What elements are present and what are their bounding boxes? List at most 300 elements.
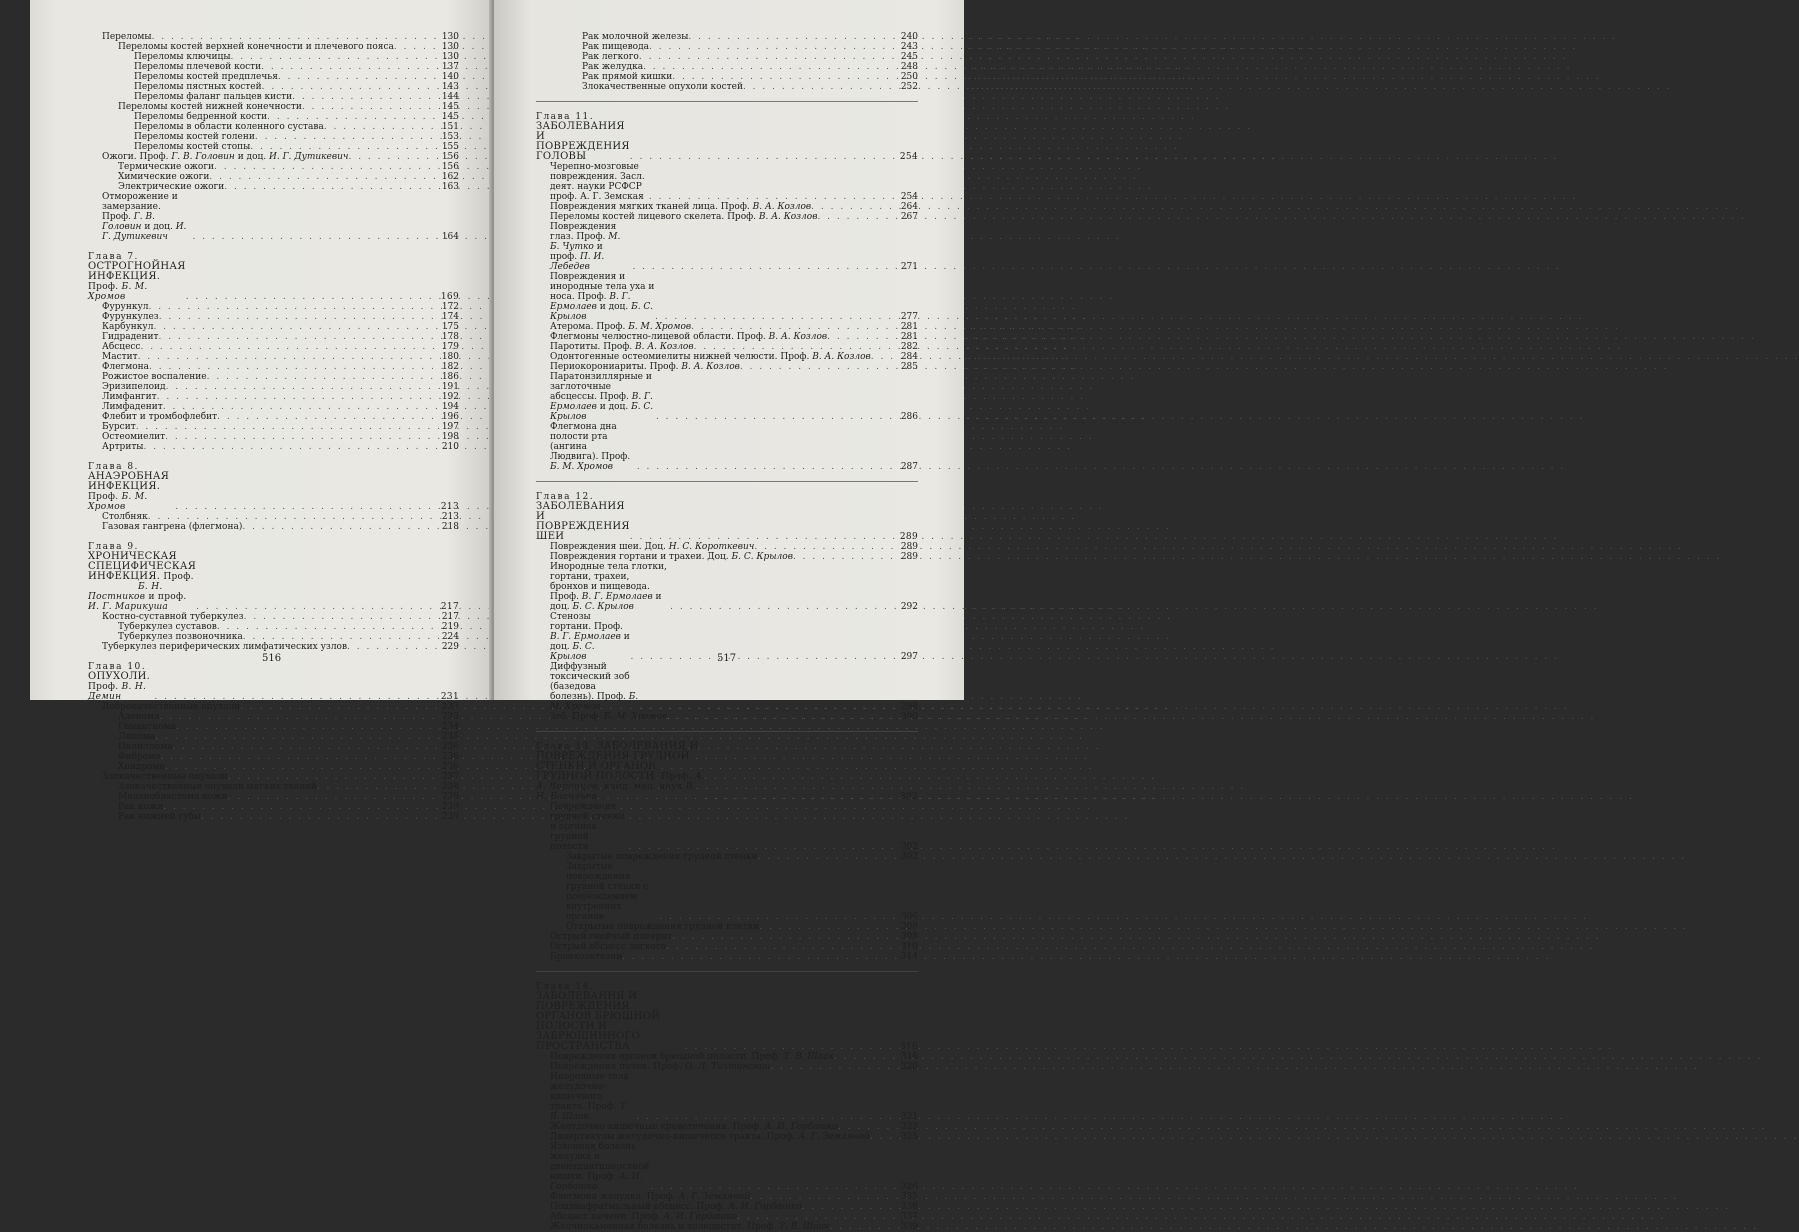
toc-entry[interactable] [88,432,459,442]
toc-page-number: 180 [441,352,459,362]
entry-text: Паротиты. Проф. [550,342,636,352]
toc-entry-title [102,32,152,42]
author-name: Б. М. Хромов [88,282,148,302]
toc-page-number: 156 [441,152,459,162]
toc-entry[interactable] [88,152,459,162]
toc-page-number: 218 [441,522,459,532]
dot-leader [630,152,892,162]
chapter-number: Глава 12. [536,492,595,502]
entry-text: Остеомиелит [102,432,166,442]
toc-entry[interactable] [88,512,459,522]
chapter-divider [536,731,918,732]
toc-page-number: 302 [900,842,918,852]
chapter-heading[interactable] [88,542,459,612]
dot-leader [175,502,433,512]
toc-entry-title [102,642,347,652]
toc-page-number: 155 [441,142,459,152]
author-name: Т. В. Шаак [783,1052,834,1062]
toc-entry[interactable] [536,1052,918,1062]
toc-page-number: 271 [900,262,918,272]
toc-page-number: 213 [440,502,459,512]
toc-entry-title [118,782,317,792]
toc-entry[interactable] [88,732,459,742]
dot-leader [317,782,433,792]
toc-entry[interactable] [536,552,918,562]
author-name: В. Г. Ермолаев [581,592,653,602]
toc-entry[interactable] [88,382,459,392]
toc-entry[interactable] [88,712,459,722]
entry-text: Проф. [658,772,695,782]
chapter-heading[interactable] [536,112,918,162]
author-name: Б. С. Крылов [731,552,793,562]
entry-text: Злокачественные опухоли [102,772,228,782]
chapter-title [536,492,630,542]
dot-leader [159,312,433,322]
dot-leader [155,732,433,742]
toc-entry-title [550,342,694,352]
toc-entry[interactable] [536,372,918,422]
toc-entry[interactable] [536,952,918,962]
left-page [30,0,493,822]
dot-leader [228,772,433,782]
dot-leader [811,202,892,212]
toc-page-number: 287 [900,462,918,472]
toc-entry[interactable] [88,612,459,622]
author-name: В. Н. Демин [88,682,147,702]
toc-entry-title [550,1202,802,1212]
dot-leader [149,362,433,372]
chapter-heading[interactable] [536,492,918,542]
toc-page-number: 239 [441,812,459,822]
toc-entry[interactable] [88,162,459,172]
entry-text: Доброкачественные опухоли [102,702,241,712]
toc-entry-title [102,432,165,442]
dot-leader [643,62,892,72]
toc-page-number: 162 [441,172,459,182]
toc-entry[interactable] [536,332,918,342]
entry-text: Проф. [88,682,122,692]
toc-entry[interactable] [88,622,459,632]
chapter-name: ЗАБОЛЕВАНИЯ И ПОВРЕЖДЕНИЯ ГОЛОВЫ [536,121,630,162]
author-name: Б. М. Хромов [550,462,613,472]
toc-page-number: 169 [440,292,459,302]
toc-entry[interactable] [536,862,918,922]
toc-page-number: 237 [441,772,459,782]
toc-entry[interactable] [536,352,918,362]
toc-entry[interactable] [536,342,918,352]
toc-entry[interactable] [88,812,459,822]
dot-leader [140,342,433,352]
toc-entry[interactable] [88,412,459,422]
toc-entry[interactable] [88,342,459,352]
toc-entry[interactable] [536,82,918,92]
entry-text: Рожистое воспаление [102,372,207,382]
toc-entry[interactable] [88,442,459,452]
toc-entry[interactable] [536,662,918,712]
toc-page-number: 175 [441,322,459,332]
toc-page-number: 298 [900,702,918,712]
toc-entry[interactable] [88,302,459,312]
toc-entry-title [102,702,240,712]
toc-page-number: 217 [441,612,459,622]
author-name: Г. В. Головин [102,212,155,232]
toc-entry[interactable] [88,62,459,72]
toc-entry-title [550,1212,737,1222]
toc-entry[interactable] [88,132,459,142]
entry-text: Флегмона [102,362,150,372]
toc-entry[interactable] [88,802,459,812]
entry-text: Туберкулез периферических лимфатических узлов [102,642,348,652]
toc-entry[interactable] [536,422,918,472]
entry-text: и доц. [596,302,632,312]
toc-entry[interactable] [536,1222,918,1232]
toc-page-number: 310 [900,942,918,952]
chapter-number: Глава 9. [88,542,139,552]
toc-page-number: 174 [441,312,459,322]
toc-page-number: 236 [441,752,459,762]
entry-text: Туберкулез суставов [118,622,217,632]
entry-text: Желчнокаменная болезнь и холецистит. Проф. [550,1222,779,1232]
dot-leader [160,752,433,762]
toc-page-number: 323 [900,1122,918,1132]
toc-entry-title [550,352,871,362]
toc-entry[interactable] [536,322,918,332]
author-name: В. Н. Васильев [536,782,696,802]
toc-entry-title [550,1222,829,1232]
entry-text: Переломы в области коленного сустава [134,122,324,132]
toc-page-number: 236 [441,762,459,772]
toc-entry[interactable] [88,402,459,412]
entry-text: Инородные тела желудочно-кишечного тракта. Проф. [550,1072,629,1112]
entry-text: Ожоги. Проф. [102,152,172,162]
entry-text: Открытые повреждения грудной клетки [566,922,760,932]
chapter-heading[interactable] [88,662,459,702]
dot-leader [348,152,433,162]
chapter-title [88,542,196,612]
toc-entry-title [134,72,278,82]
toc-entry[interactable] [88,52,459,62]
chapter-heading[interactable] [88,462,459,512]
entry-text: Лимфаденит [102,402,163,412]
toc-entry[interactable] [536,542,918,552]
entry-text: Костно-суставной туберкулез [102,612,244,622]
dot-leader [163,402,433,412]
author-name: Б. М. Хромов [550,692,639,712]
toc-entry-title [102,342,140,352]
toc-entry[interactable] [536,922,918,932]
author-name: В. А. Козлов [812,352,871,362]
dot-leader [243,632,433,642]
toc-entry-title [118,172,209,182]
entry-text: Туберкулез позвоночника [118,632,243,642]
toc-entry[interactable] [88,362,459,372]
toc-entry[interactable] [536,272,918,322]
dot-leader [267,112,433,122]
toc-entry[interactable] [536,202,918,212]
entry-text: Повреждения почек. Проф. [550,1062,685,1072]
toc-page-number: 308 [900,932,918,942]
toc-page-number: 250 [900,72,918,82]
toc-entry[interactable] [88,782,459,792]
chapter-name: ОСТРОГНОЙНАЯ ИНФЕКЦИЯ. [88,261,186,282]
toc-entry[interactable] [536,1122,918,1132]
entry-text: Фиброма [118,752,161,762]
entry-text: Абсцесс [102,342,141,352]
toc-entry[interactable] [536,1202,918,1212]
toc-page-number: 235 [441,732,459,742]
toc-entry-title [550,362,740,372]
toc-entry[interactable] [88,32,459,42]
toc-entry[interactable] [88,312,459,322]
toc-entry[interactable] [88,122,459,132]
toc-entry-title [550,552,793,562]
toc-page-number: 281 [900,322,918,332]
toc-entry-title [134,132,255,142]
toc-page-number: 245 [900,52,918,62]
chapter-divider [536,101,918,102]
toc-page-number: 182 [441,362,459,372]
dot-leader [143,442,433,452]
toc-entry[interactable] [88,192,459,242]
dot-leader [802,1202,892,1212]
toc-page-number: 130 [441,52,459,62]
toc-page-number: 316 [900,1052,918,1062]
dot-leader [639,52,892,62]
toc-entry[interactable] [88,522,459,532]
toc-entry-title [118,712,159,722]
entry-text: Периокорониариты. Проф. [550,362,682,372]
toc-page-number: 289 [900,542,918,552]
toc-entry-title [550,1192,750,1202]
dot-leader [691,322,892,332]
toc-page-number: 234 [441,722,459,732]
toc-entry[interactable] [88,72,459,82]
toc-entry[interactable] [88,392,459,402]
entry-text: Рак прямой кишки [582,72,673,82]
chapter-number: Глава 14. [536,982,595,992]
toc-entry[interactable] [88,642,459,652]
toc-entry[interactable] [536,562,918,612]
toc-entry[interactable] [536,162,918,202]
entry-text: Повреждения шеи. Доц. [550,542,669,552]
toc-entry[interactable] [88,742,459,752]
toc-entry[interactable] [536,712,918,722]
chapter-heading[interactable] [536,742,918,802]
entry-text: и проф. [550,242,603,262]
toc-entry[interactable] [88,92,459,102]
author-name: И. Г. Марикуша [88,602,169,612]
author-name: Б. С. Крылов [550,302,654,322]
dot-leader [649,42,892,52]
toc-entry[interactable] [536,222,918,272]
toc-page-number: 145 [441,102,459,112]
entry-text: Липома [118,732,156,742]
toc-entry[interactable] [536,932,918,942]
entry-text: Лимфангит [102,392,157,402]
dot-leader [165,762,433,772]
toc-page-number: 192 [441,392,459,402]
toc-entry[interactable] [88,372,459,382]
toc-page-number: 243 [900,42,918,52]
entry-text: Карбункул [102,322,154,332]
dot-leader [157,392,433,402]
entry-text: Переломы костей нижней конечности [118,102,302,112]
chapter-name: ЗАБОЛЕВАНИЯ И ПОВРЕЖДЕНИЯ ГРУДНОЙ СТЕНКИ И ОРГАНОВ ГРУДНОЙ ПОЛОСТИ. [536,741,699,782]
toc-page-number: 267 [900,212,918,222]
entry-text: Проф. [88,282,122,292]
entry-text: Повреждения и инородные тела уха и носа. Проф. [550,272,655,302]
author-name: А. Г. Земляной [678,1192,750,1202]
chapter-title [88,662,154,702]
toc-page-number: 320 [900,1062,918,1072]
toc-entry[interactable] [88,762,459,772]
entry-text: и доц. [141,222,176,232]
toc-page-number: 130 [441,42,459,52]
toc-entry[interactable] [88,792,459,802]
entry-text: Рак нижней губы [118,812,201,822]
dot-leader [158,332,433,342]
dot-leader [631,652,893,662]
toc-entry[interactable] [536,1132,918,1142]
entry-text: Рак пищевода [582,42,649,52]
toc-entry[interactable] [536,42,918,52]
dot-leader [636,1112,892,1122]
toc-entry[interactable] [88,112,459,122]
toc-entry-title [582,72,672,82]
toc-entry[interactable] [88,772,459,782]
toc-entry[interactable] [536,802,918,852]
toc-page-number: 302 [900,852,918,862]
dot-leader [224,182,433,192]
toc-entry[interactable] [88,352,459,362]
toc-entry[interactable] [536,212,918,222]
entry-text: Повреждения глаз. Проф. [550,222,617,242]
toc-entry[interactable] [536,1192,918,1202]
entry-text: Химические ожоги [118,172,210,182]
toc-entry[interactable] [536,1212,918,1222]
toc-page-number: 289 [900,552,918,562]
author-name: В. А. Козлов [635,342,694,352]
entry-text: Аденома [118,712,160,722]
chapter-name: ЗАБОЛЕВАНИЯ И ПОВРЕЖДЕНИЯ ШЕИ [536,501,630,542]
toc-page-number: 254 [900,192,918,202]
toc-entry[interactable] [88,422,459,432]
toc-entry-title [582,52,639,62]
author-name: Б. М. Хромов [603,712,667,722]
toc-entry[interactable] [536,362,918,372]
toc-entry[interactable] [536,52,918,62]
entry-text: Острый гнойный плеврит [550,932,673,942]
dot-leader [688,32,892,42]
chapter-divider [536,481,918,482]
toc-page-number: 217 [440,602,459,612]
dot-leader [152,32,433,42]
toc-entry[interactable] [88,752,459,762]
entry-text: , канд. мед. наук [597,782,686,792]
entry-text: Переломы костей предплечья [134,72,278,82]
dot-leader [705,792,892,802]
toc-entry[interactable] [536,32,918,42]
right-toc [536,32,918,1232]
toc-entry[interactable] [536,72,918,82]
toc-entry[interactable] [536,1072,918,1122]
entry-text: Фурункул [102,302,149,312]
toc-entry[interactable] [88,702,459,712]
toc-entry[interactable] [536,1142,918,1192]
dot-leader [685,1042,892,1052]
dot-leader [637,462,892,472]
left-toc [88,32,459,822]
dot-leader [870,1132,892,1142]
entry-text: Рак желудка [582,62,644,72]
dot-leader [255,132,433,142]
toc-page-number: 140 [441,72,459,82]
dot-leader [672,72,892,82]
entry-text: Артриты [102,442,144,452]
toc-entry-title [550,332,827,342]
entry-text: Стенозы гортани. Проф. [550,612,623,632]
author-name: В. Г. Ермолаев [550,392,653,412]
toc-entry[interactable] [88,182,459,192]
chapter-heading[interactable] [536,982,918,1052]
toc-entry[interactable] [88,332,459,342]
toc-entry-title [550,322,691,332]
author-name: О. Л. Тихтинский [684,1062,771,1072]
chapter-heading[interactable] [88,252,459,302]
dot-leader [651,1182,892,1192]
dot-leader [754,542,892,552]
dot-leader [138,352,433,362]
toc-entry[interactable] [88,722,459,732]
dot-leader [209,172,433,182]
toc-entry[interactable] [88,82,459,92]
toc-entry-title [550,202,811,212]
toc-entry[interactable] [88,322,459,332]
toc-entry[interactable] [88,42,459,52]
toc-page-number: 198 [441,432,459,442]
entry-text: Злокачественные опухоли костей [582,82,743,92]
toc-page-number: 297 [900,652,918,662]
entry-text: Термические ожоги [118,162,215,172]
entry-text: Абсцесс печени. Проф. [550,1212,664,1222]
toc-page-number: 145 [441,112,459,122]
toc-entry-title [550,662,640,712]
toc-entry-title [566,922,759,932]
toc-entry-title [582,62,643,72]
toc-entry-title [550,802,628,852]
dot-leader [817,212,892,222]
toc-entry[interactable] [536,62,918,72]
toc-entry-title [118,732,155,742]
toc-entry[interactable] [88,102,459,112]
toc-entry-title [118,752,160,762]
toc-page-number: 337 [900,1212,918,1222]
toc-entry[interactable] [536,1062,918,1072]
toc-entry[interactable] [88,632,459,642]
entry-text: Проф. [160,572,194,582]
dot-leader [228,792,433,802]
toc-entry[interactable] [536,942,918,952]
entry-text: Газовая гангрена (флегмона) [102,522,243,532]
toc-entry[interactable] [88,172,459,182]
dot-leader [153,322,433,332]
toc-entry-title [102,402,163,412]
toc-entry[interactable] [536,852,918,862]
toc-entry[interactable] [88,142,459,152]
chapter-title [88,462,175,512]
toc-entry-title [582,82,743,92]
toc-entry-title [102,312,159,322]
